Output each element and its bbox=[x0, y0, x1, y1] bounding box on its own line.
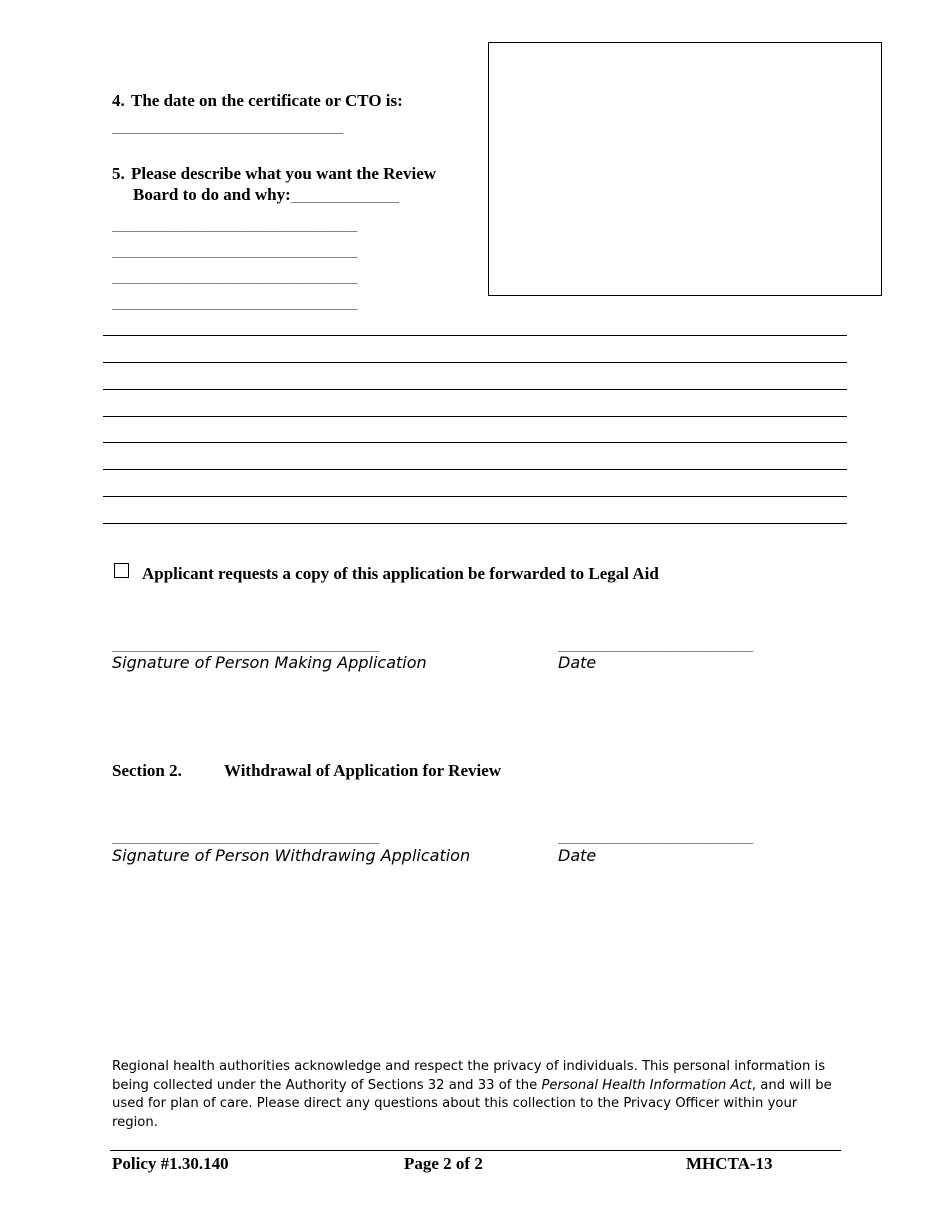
footer-divider bbox=[110, 1150, 841, 1151]
question-5-line2-row bbox=[133, 184, 399, 207]
question-4-answer-line[interactable]: ________________________________ bbox=[112, 120, 344, 134]
applicant-date-line[interactable]: ___________________________ bbox=[558, 638, 754, 652]
question-5-answer-line[interactable]: __________________________________ bbox=[112, 244, 358, 258]
answer-rule[interactable] bbox=[103, 335, 847, 336]
applicant-signature-label: Signature of Person Making Application bbox=[112, 653, 427, 672]
question-5-answer-line[interactable]: __________________________________ bbox=[112, 218, 358, 232]
question-4 bbox=[112, 90, 403, 111]
question-5-line2: Board to do and why: bbox=[133, 185, 291, 204]
applicant-signature-line[interactable]: _____________________________________ bbox=[112, 638, 380, 652]
withdrawal-date-label: Date bbox=[558, 846, 597, 865]
answer-rule[interactable] bbox=[103, 469, 847, 470]
question-5-inline-answer-line[interactable]: _______________ bbox=[290, 189, 400, 203]
privacy-notice bbox=[112, 1058, 842, 1132]
question-4-number: 4. bbox=[112, 91, 125, 110]
answer-rule[interactable] bbox=[103, 362, 847, 363]
answer-rule[interactable] bbox=[103, 442, 847, 443]
question-4-text: The date on the certificate or CTO is: bbox=[131, 91, 403, 110]
answer-rule[interactable] bbox=[103, 389, 847, 390]
question-5-line1: Please describe what you want the Review bbox=[131, 164, 437, 183]
legal-aid-label: Applicant requests a copy of this application be forwarded to Legal Aid bbox=[142, 564, 659, 583]
question-5-answer-line[interactable]: __________________________________ bbox=[112, 296, 358, 310]
legal-aid-checkbox[interactable] bbox=[114, 563, 129, 578]
question-5-answer-line[interactable]: __________________________________ bbox=[112, 270, 358, 284]
withdrawal-signature-label: Signature of Person Withdrawing Application bbox=[112, 846, 471, 865]
section-2-title: Withdrawal of Application for Review bbox=[224, 761, 502, 780]
withdrawal-signature-line[interactable]: _____________________________________ bbox=[112, 830, 380, 844]
section-2-number: Section 2. bbox=[112, 761, 182, 780]
withdrawal-date-line[interactable]: ___________________________ bbox=[558, 830, 754, 844]
answer-rule[interactable] bbox=[103, 523, 847, 524]
footer-page-number: Page 2 of 2 bbox=[404, 1154, 483, 1173]
applicant-date-label: Date bbox=[558, 653, 597, 672]
privacy-act-name: Personal Health Information Act bbox=[541, 1077, 752, 1093]
question-5-number: 5. bbox=[112, 164, 125, 183]
privacy-text-part1: Regional health authorities acknowledge and respect the privacy of individuals. This personal information is being collected under the Authority of Sections 32 and 33 of the bbox=[112, 1059, 826, 1093]
answer-rule[interactable] bbox=[103, 496, 847, 497]
privacy-text-part2: , and will be used for plan of care. Please direct any questions about this collection to the Privacy Officer within your region. bbox=[112, 1077, 832, 1130]
question-5 bbox=[112, 163, 436, 184]
footer-policy: Policy #1.30.140 bbox=[112, 1154, 229, 1173]
office-use-box bbox=[488, 42, 882, 296]
footer-form-code: MHCTA-13 bbox=[686, 1154, 773, 1173]
answer-rule[interactable] bbox=[103, 416, 847, 417]
